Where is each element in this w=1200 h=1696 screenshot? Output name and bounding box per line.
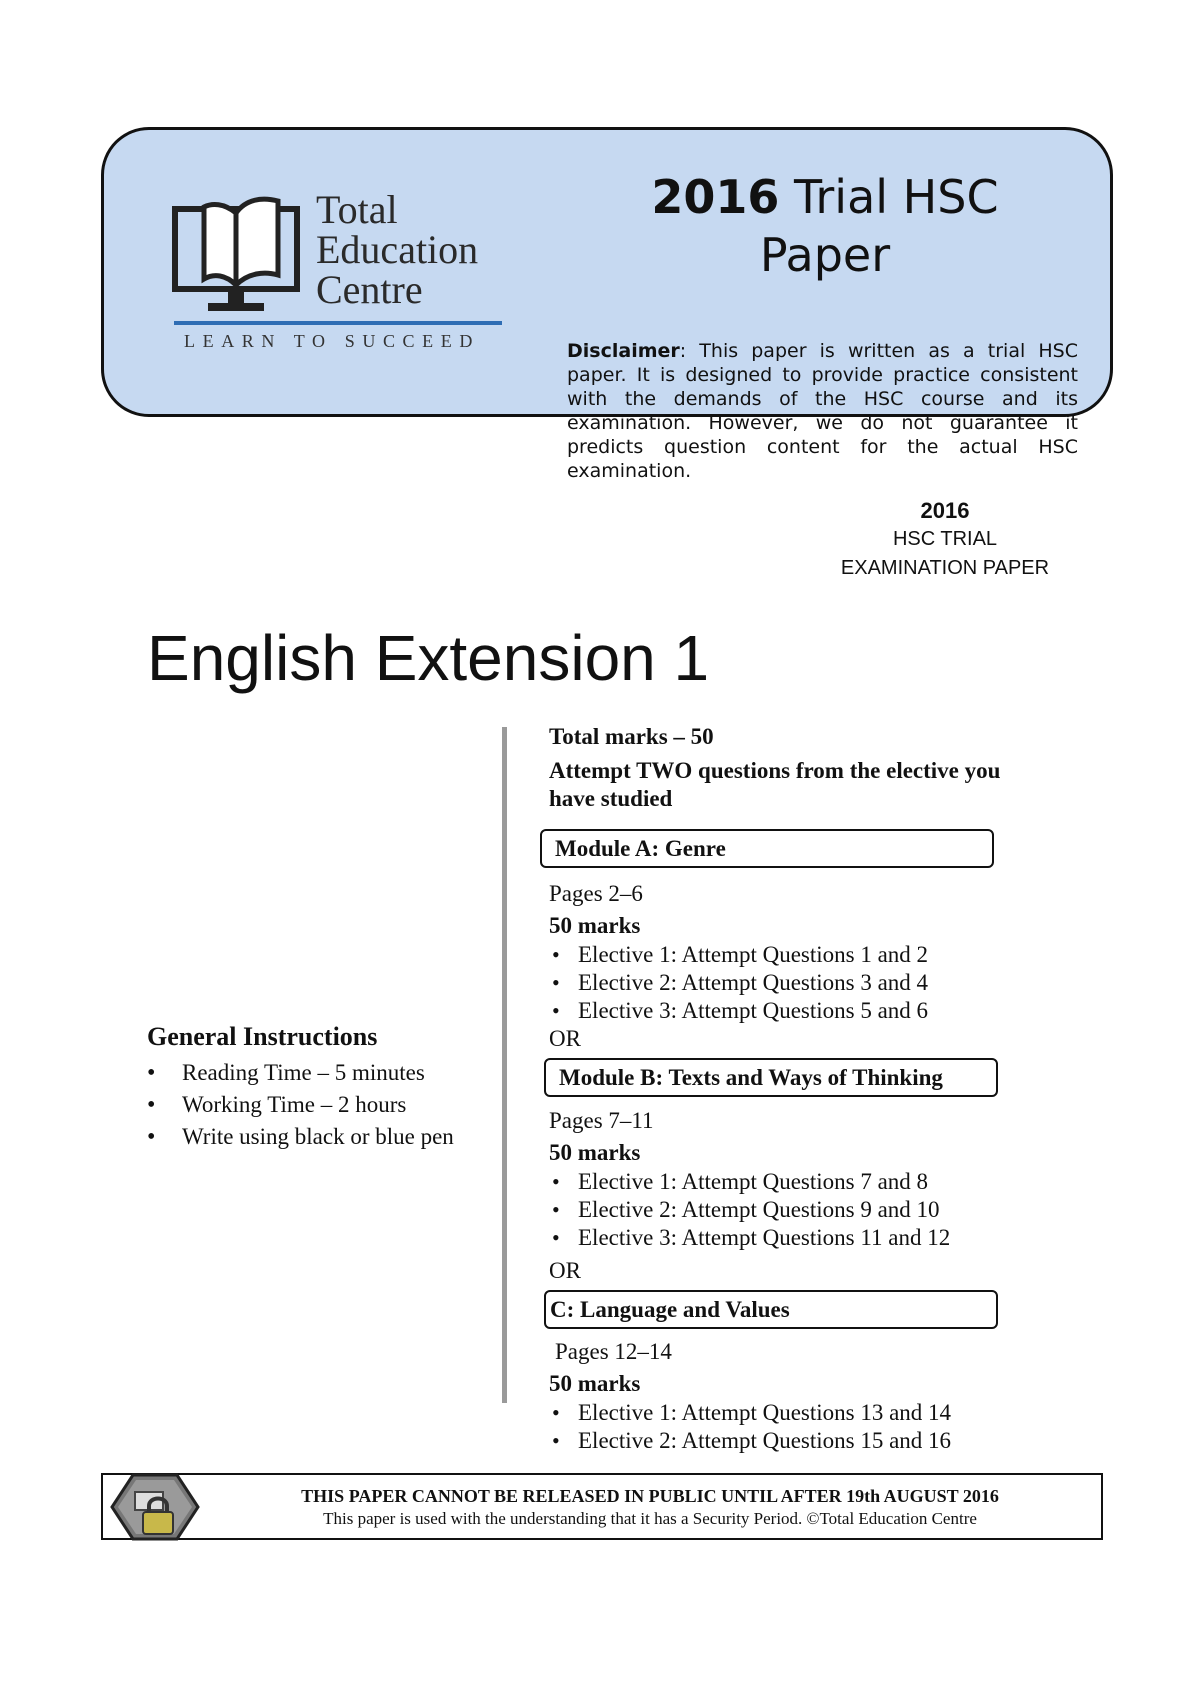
security-lock-icon <box>109 1472 201 1542</box>
instruction-item: • Reading Time – 5 minutes <box>147 1057 454 1089</box>
logo-line-1: Total <box>316 187 398 232</box>
elective-item: • Elective 3: Attempt Questions 5 and 6 <box>549 997 928 1025</box>
subject-title: English Extension 1 <box>147 622 710 694</box>
disclaimer <box>567 339 1078 483</box>
logo-line-2: Education <box>316 227 479 272</box>
or-divider: OR <box>549 1258 581 1283</box>
total-marks: Total marks – 50 <box>549 724 714 749</box>
or-divider: OR <box>549 1026 581 1051</box>
general-instructions-title: General Instructions <box>147 1022 378 1051</box>
banner-title-rest: Trial HSC <box>779 170 999 224</box>
module-a-marks: 50 marks <box>549 913 641 938</box>
release-notice: THIS PAPER CANNOT BE RELEASED IN PUBLIC UNTIL AFTER 19th AUGUST 2016 <box>301 1486 999 1506</box>
elective-item: • Elective 2: Attempt Questions 9 and 10 <box>549 1196 950 1224</box>
logo-wordmark <box>316 187 479 312</box>
banner-title-line2: Paper <box>759 228 891 282</box>
elective-item: • Elective 1: Attempt Questions 13 and 14 <box>549 1399 951 1427</box>
exam-label <box>830 496 1060 583</box>
logo-rule <box>174 321 502 325</box>
module-a-pages: Pages 2–6 <box>549 881 643 906</box>
column-divider <box>502 727 507 1403</box>
banner-year: 2016 <box>651 170 780 224</box>
exam-year: 2016 <box>920 498 970 523</box>
elective-item: • Elective 1: Attempt Questions 7 and 8 <box>549 1168 950 1196</box>
security-period-notice: This paper is used with the understanding that it has a Security Period. ©Total Education Centre <box>323 1509 977 1528</box>
logo-line-3: Centre <box>316 267 423 312</box>
module-c-box: C: Language and Values <box>544 1290 998 1329</box>
elective-item: • Elective 2: Attempt Questions 3 and 4 <box>549 969 928 997</box>
exam-line-1: HSC TRIAL <box>892 528 998 550</box>
elective-item: • Elective 3: Attempt Questions 11 and 12 <box>549 1224 950 1252</box>
module-c-pages: Pages 12–14 <box>555 1339 672 1364</box>
instruction-item: • Write using black or blue pen <box>147 1121 454 1153</box>
instruction-item: • Working Time – 2 hours <box>147 1089 454 1121</box>
exam-line-2: EXAMINATION PAPER <box>840 557 1050 579</box>
disclaimer-label: Disclaimer <box>567 340 680 362</box>
attempt-instruction: Attempt TWO questions from the elective you have studied <box>549 758 1001 811</box>
module-c-marks: 50 marks <box>549 1371 641 1396</box>
module-b-pages: Pages 7–11 <box>549 1108 654 1133</box>
elective-item: • Elective 1: Attempt Questions 1 and 2 <box>549 941 928 969</box>
module-b-marks: 50 marks <box>549 1140 641 1165</box>
module-a-electives <box>549 941 928 1025</box>
module-a-box: Module A: Genre <box>540 829 994 868</box>
disclaimer-text: : This paper is written as a trial HSC paper. It is designed to provide practice consistent with the demands of the HSC course and its examination. However, we do not guarantee it predicts question content for the actual HSC examination. <box>567 340 1078 482</box>
elective-item: • Elective 2: Attempt Questions 15 and 16 <box>549 1427 951 1455</box>
module-c-electives <box>549 1399 951 1455</box>
module-b-box: Module B: Texts and Ways of Thinking <box>544 1058 998 1097</box>
logo-tagline: LEARN TO SUCCEED <box>184 331 480 351</box>
module-b-electives <box>549 1168 950 1252</box>
banner-title <box>600 168 1050 284</box>
general-instructions-list <box>147 1057 454 1153</box>
book-monitor-icon <box>172 193 302 316</box>
